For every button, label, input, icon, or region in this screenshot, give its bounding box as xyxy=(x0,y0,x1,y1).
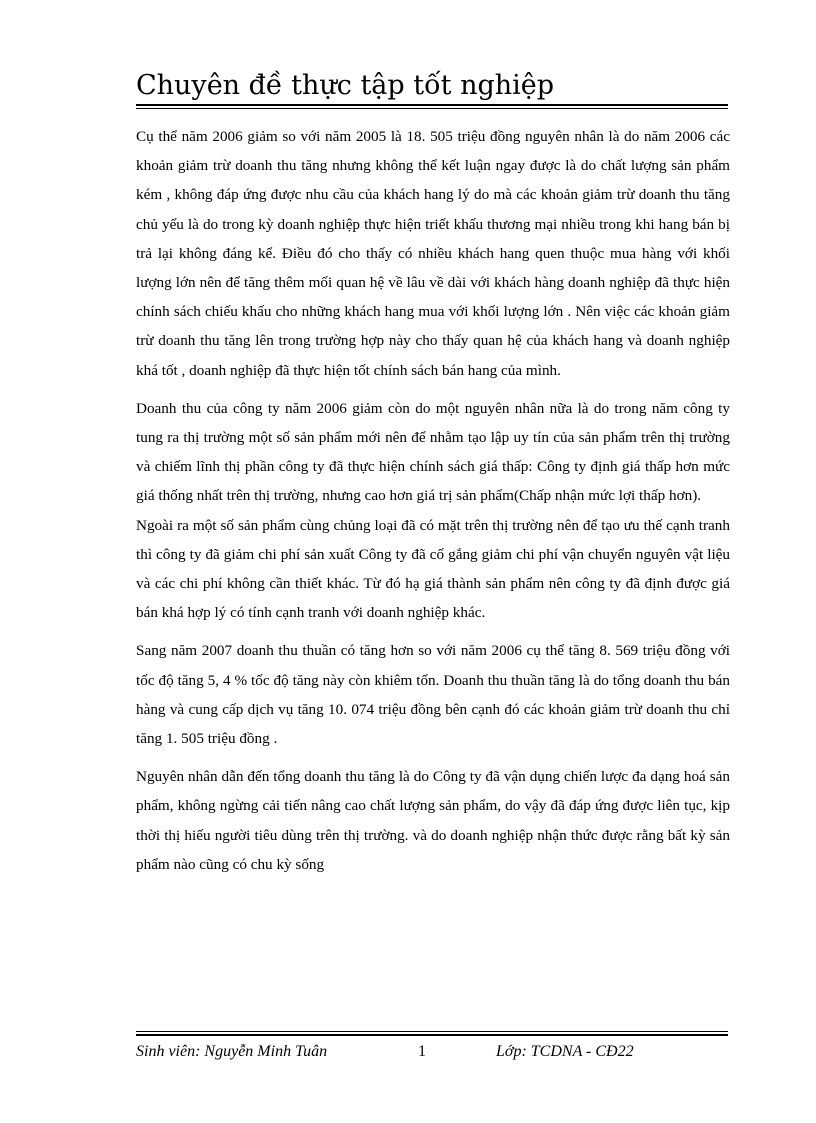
footer-class: Lớp: TCDNA - CĐ22 xyxy=(496,1043,634,1060)
paragraph: Nguyên nhân dẫn đến tổng doanh thu tăng là do Công ty đã vận dụng chiến lược đa dạng hoá sản phẩm, không ngừng cải tiến nâng cao chất lượng sản phẩm, do vậy đã đáp ứng được liên tục, kịp thời thị hiếu người tiêu dùng trên thị trường. và do doanh nghiệp nhận thức được rằng bất kỳ sản phẩm nào cũng có chu kỳ sống xyxy=(136,768,730,873)
paragraph: Doanh thu của công ty năm 2006 giảm còn do một nguyên nhân nữa là do trong năm công ty tung ra thị trường một số sản phẩm mới nên để nhằm tạo lập uy tín của sản phẩm trên thị trường và chiếm lĩnh thị phần công ty đã thực hiện chính sách giá thấp: Công ty định giá thấp hơn mức giá thống nhất trên thị trường, nhưng cao hơn giá trị sản phẩm(Chấp nhận mức lợi thấp hơn). xyxy=(136,399,730,505)
footer-rule-thick xyxy=(136,1034,728,1036)
paragraph: Ngoài ra một số sản phẩm cùng chủng loại đã có mặt trên thị trường nên để tạo ưu thế cạnh tranh thì công ty đã giảm chi phí sản xuất Công ty đã cố gắng giảm chi phí vận chuyển nguyên vật liệu và các chi phí không cần thiết khác. Từ đó hạ giá thành sản phẩm nên công ty đã định được giá bán khá hợp lý có tính cạnh tranh với doanh nghiệp khác. xyxy=(136,516,730,622)
paragraph: Cụ thể năm 2006 giảm so với năm 2005 là 18. 505 triệu đồng nguyên nhân là do năm 2006 các khoản giảm trừ doanh thu tăng nhưng không thể kết luận ngay được là do chất lượng sản phẩm kém , không đáp ứng được nhu cầu của khách hang lý do mà các khoản giảm trừ doanh thu tăng chủ yếu là do trong kỳ doanh nghiệp thực hiện triết khấu thương mại nhiều trong khi hang bán bị trả lại không đáng kể. Điều đó cho thấy có nhiều khách hang quen thuộc mua hàng với khối lượng lớn nên để tăng thêm mối quan hệ về lâu về dài với khách hàng doanh nghiệp đã thực hiện chính sách chiếu khấu cho những khách hang mua với khối lượng lớn . Nên việc các khoản giảm trừ doanh thu tăng lên trong trường hợp này cho thấy quan hệ của khách hang và doanh nghiệp khá tốt , doanh nghiệp đã thực hiện tốt chính sách bán hang của mình. xyxy=(136,128,730,379)
footer-rule-thin xyxy=(136,1031,728,1032)
page-title: Chuyên đề thực tập tốt nghiệp xyxy=(136,70,555,101)
header-rule-thin xyxy=(136,108,728,109)
body-text xyxy=(136,122,730,879)
header-rule-thick xyxy=(136,104,728,106)
footer-student-name: Sinh viên: Nguyễn Minh Tuân xyxy=(136,1043,328,1060)
paragraph: Sang năm 2007 doanh thu thuần có tăng hơn so với năm 2006 cụ thể tăng 8. 569 triệu đồng với tốc độ tăng 5, 4 % tốc độ tăng này còn khiêm tốn. Doanh thu thuần tăng là do tổng doanh thu bán hàng và cung cấp dịch vụ tăng 10. 074 triệu đồng bên cạnh đó các khoản giảm trừ doanh thu chỉ tăng 1. 505 triệu đồng . xyxy=(136,642,730,748)
footer-page-number: 1 xyxy=(418,1043,426,1060)
